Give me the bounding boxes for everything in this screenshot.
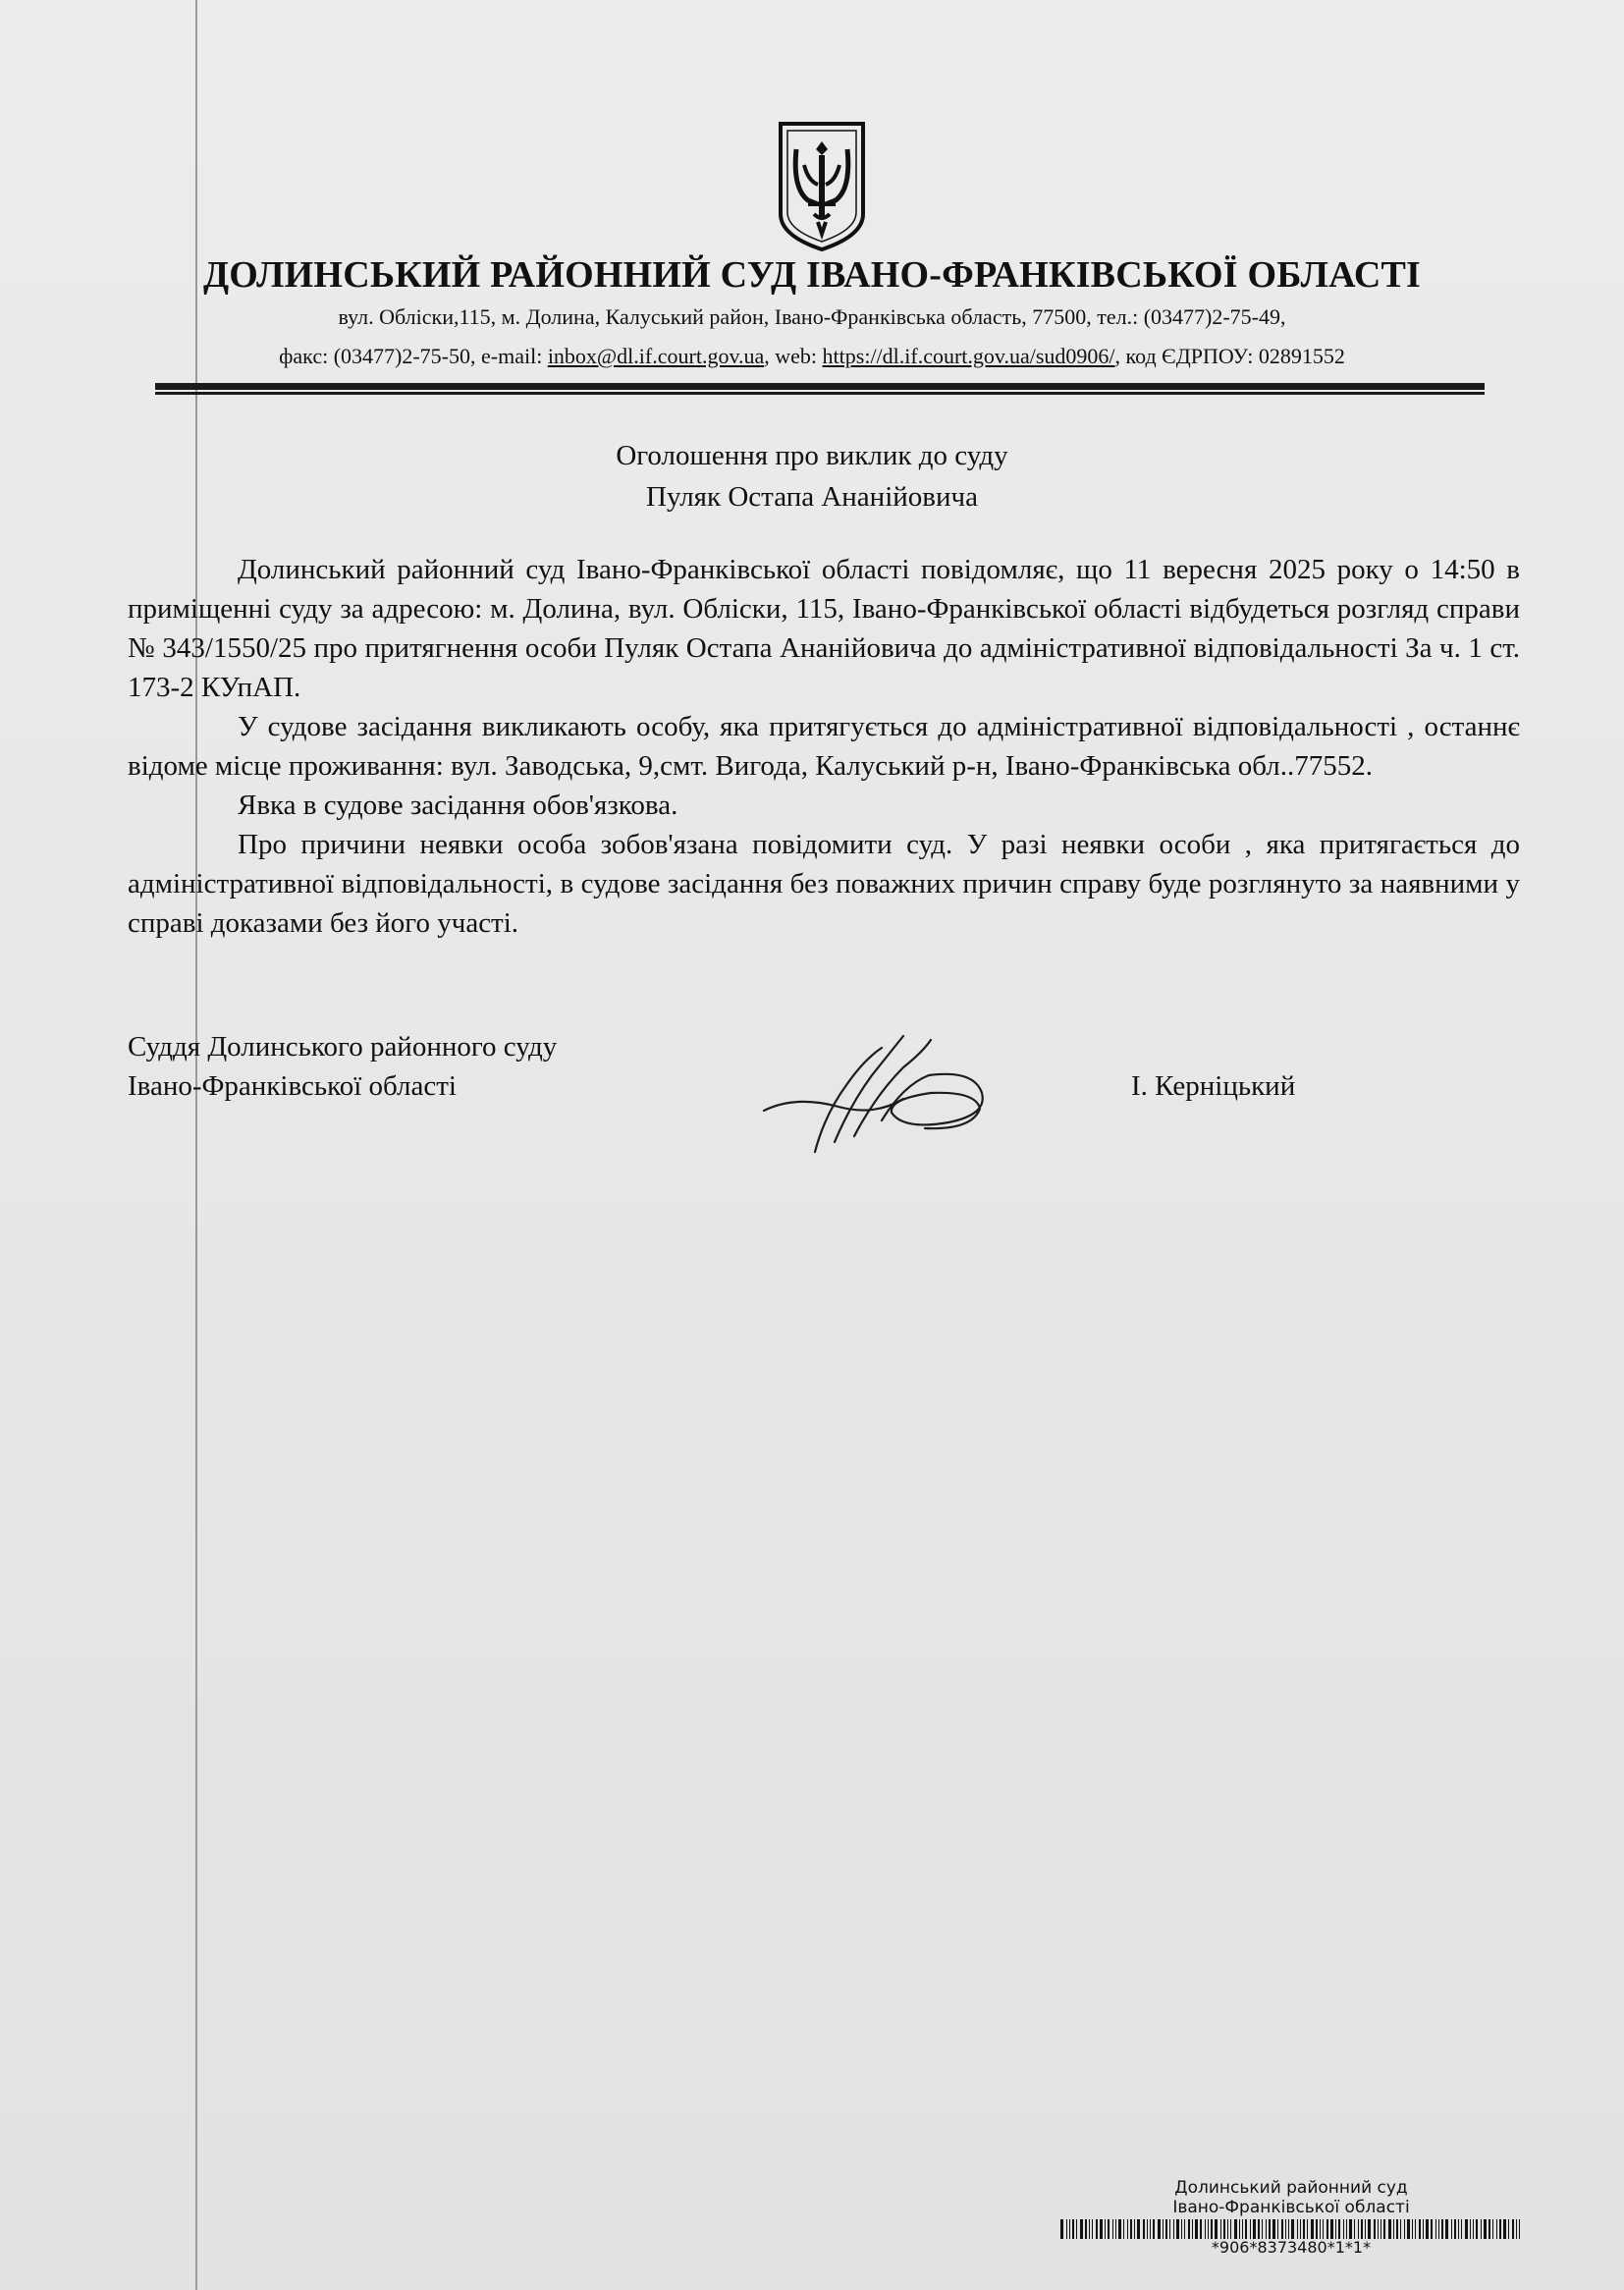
judge-position: [128, 1027, 557, 1106]
court-contacts: [0, 344, 1624, 369]
court-name: ДОЛИНСЬКИЙ РАЙОННИЙ СУД ІВАНО-ФРАНКІВСЬКОЇ ОБЛАСТІ: [202, 254, 1422, 296]
court-address: вул. Обліски,115, м. Долина, Калуський район, Івано-Франківська область, 77500, тел.: (03477)2-75-49,: [338, 304, 1286, 329]
fax-label: факс: (03477)2-75-50, e-mail:: [279, 344, 548, 368]
paragraph-summons: У судове засідання викликають особу, яка притягується до адміністративної відповідальності , останнє відоме місце проживання: вул. Заводська, 9,смт. Вигода, Калуський р-н, Івано-Франківська обл..77552.: [128, 711, 1520, 782]
barcode-number: *906*8373480*1*1*: [1211, 2238, 1372, 2257]
web-label: , web:: [764, 344, 823, 368]
coat-of-arms-icon: [775, 120, 869, 253]
header-divider: [155, 383, 1485, 395]
judge-position-line2: Івано-Франківської області: [128, 1070, 457, 1102]
barcode-icon: [1060, 2219, 1522, 2239]
registration-stamp: [1060, 2178, 1522, 2257]
notice-person: Пуляк Остапа Ананійовича: [646, 481, 978, 513]
judge-position-line1: Суддя Долинського районного суду: [128, 1031, 558, 1063]
website-link[interactable]: https://dl.if.court.gov.ua/sud0906/: [822, 344, 1115, 368]
stamp-court-line1: Долинський районний суд: [1174, 2178, 1408, 2198]
edrpou-code: , код ЄДРПОУ: 02891552: [1114, 344, 1345, 368]
handwritten-signature: [756, 1026, 992, 1164]
paragraph-attendance: Явка в судове засідання обов'язкова.: [238, 790, 678, 821]
paragraph-absence: Про причини неявки особа зобов'язана повідомити суд. У разі неявки особи , яка притягається до адміністративної відповідальності, в судове засідання без поважних причин справу буде розглянуто за наявними у справі доказами без його участі.: [128, 829, 1520, 939]
paragraph-hearing-info: Долинський районний суд Івано-Франківської області повідомляє, що 11 вересня 2025 року о 14:50 в приміщенні суду за адресою: м. Долина, вул. Обліски, 115, Івано-Франківської області відбудеться розгляд справи № 343/1550/25 про притягнення особи Пуляк Остапа Ананійовича до адміністративної відповідальності За ч. 1 ст. 173-2 КУпАП.: [128, 554, 1520, 703]
judge-name: І. Керніцький: [1131, 1070, 1296, 1102]
stamp-court-line2: Івано-Франківської області: [1172, 2198, 1410, 2217]
email-link[interactable]: inbox@dl.if.court.gov.ua: [547, 344, 765, 368]
notice-title: Оголошення про виклик до суду: [616, 440, 1008, 471]
notice-body: [128, 550, 1520, 943]
